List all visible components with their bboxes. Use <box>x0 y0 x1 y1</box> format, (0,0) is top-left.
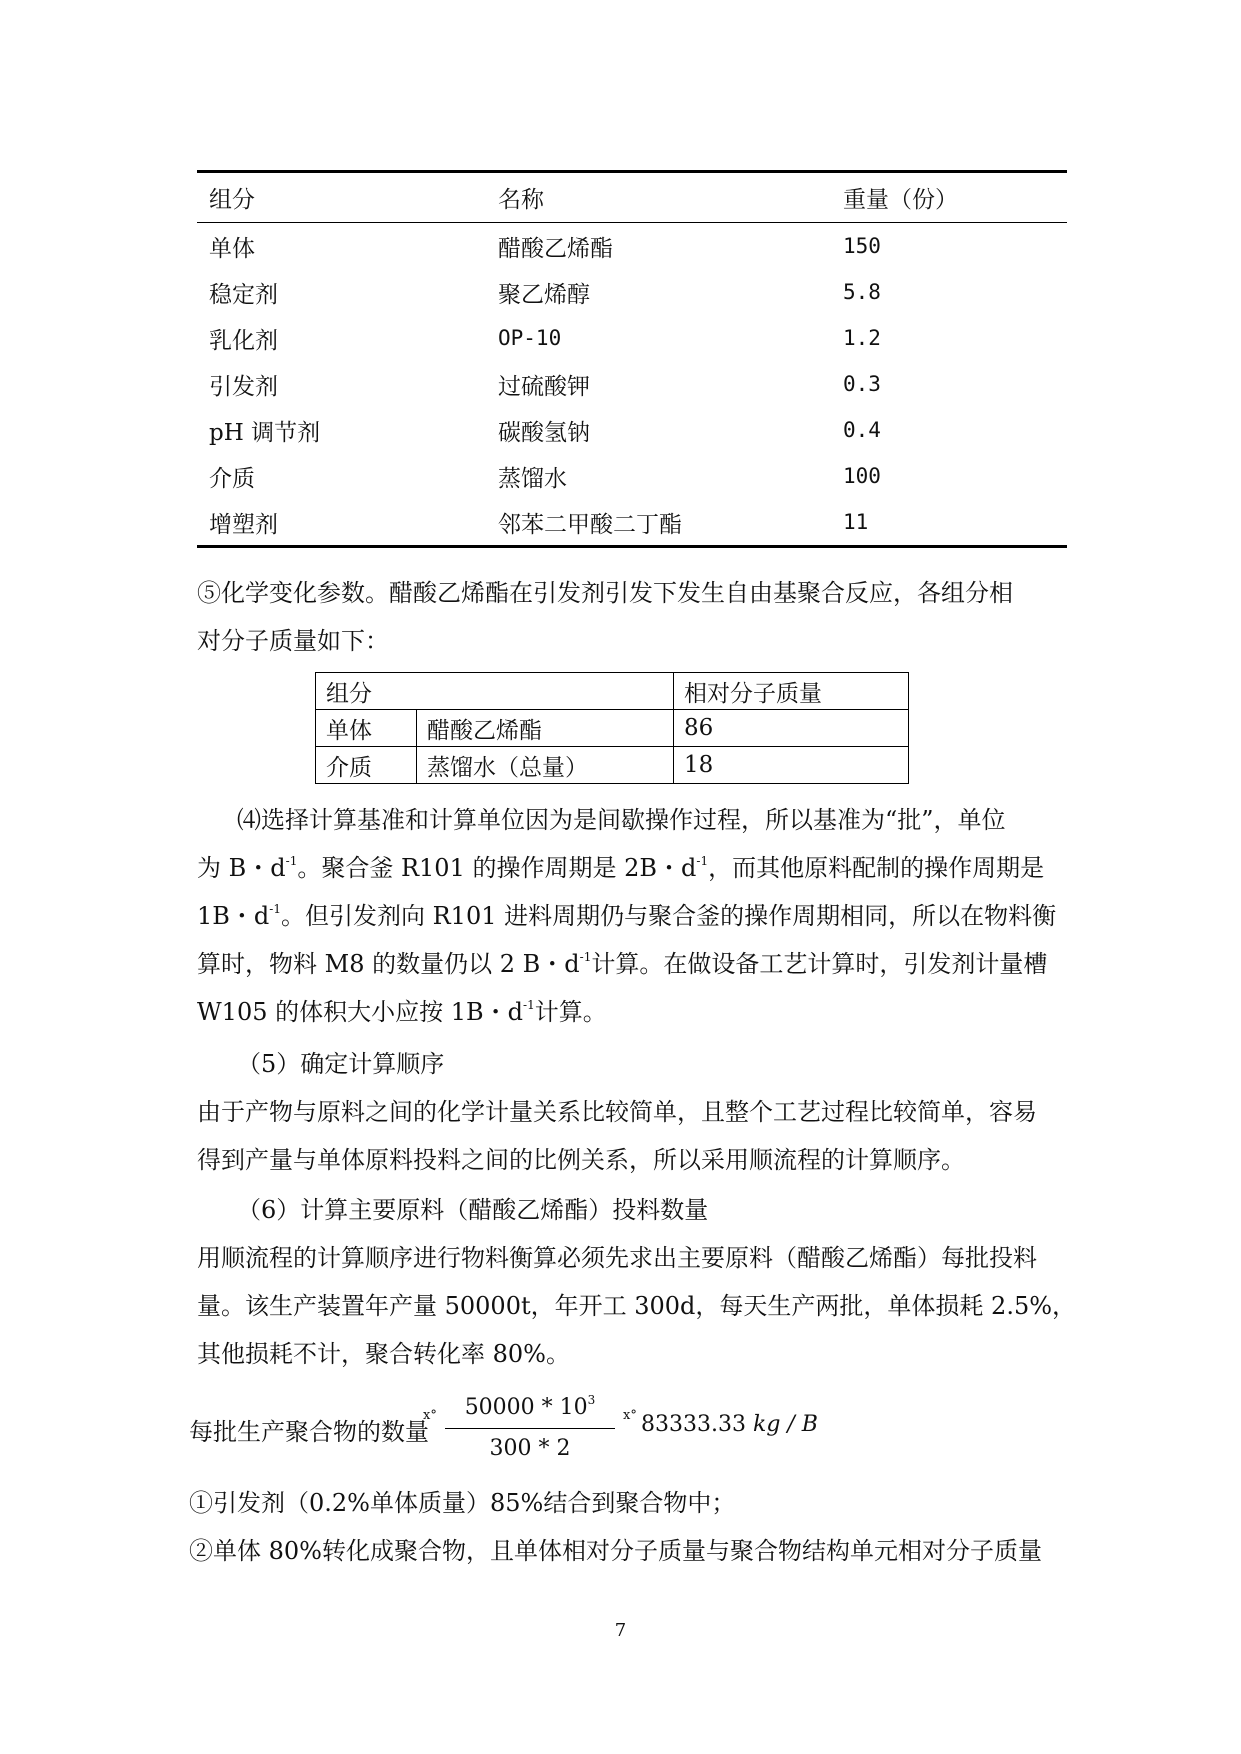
cell-component: pH 调节剂 <box>209 419 321 446</box>
text-run: 。但引发剂向 R101 进料周期仍与聚合釜的操作周期相同，所以在物料衡 <box>280 902 1057 930</box>
polymer-quantity-formula <box>189 1390 889 1470</box>
cell-mass: 86 <box>674 710 909 747</box>
note-item: ②单体 80%转化成聚合物，且单体相对分子质量与聚合物结构单元相对分子质量 <box>189 1537 1042 1565</box>
calculation-basis-section <box>197 796 1056 1036</box>
table-header-row <box>316 673 909 710</box>
cell-name: 聚乙烯醇 <box>498 281 590 308</box>
cell-name: 醋酸乙烯酯 <box>417 710 674 747</box>
superscript: -1 <box>285 854 298 868</box>
table-row <box>316 710 909 747</box>
cell-name: 碳酸氢钠 <box>498 419 590 446</box>
cell-weight: 0.3 <box>843 372 881 396</box>
paragraph-line <box>197 844 1056 892</box>
cell-name: 醋酸乙烯酯 <box>498 235 613 262</box>
denominator: 300 * 2 <box>489 1436 571 1461</box>
section-heading: （6）计算主要原料（醋酸乙烯酯）投料数量 <box>237 1196 709 1224</box>
numerator-text: 50000 * 10 <box>464 1395 588 1420</box>
fraction <box>445 1390 615 1467</box>
cell-component: 单体 <box>316 710 417 747</box>
cell-name: 过硫酸钾 <box>498 373 590 400</box>
chemical-parameters-paragraph <box>197 569 1013 665</box>
superscript: -1 <box>269 902 281 916</box>
calculation-order-section <box>197 1040 1037 1184</box>
molecular-mass-table <box>315 672 909 784</box>
superscript: -1 <box>523 998 535 1012</box>
raw-material-section <box>197 1186 1076 1378</box>
cell-mass: 18 <box>674 747 909 784</box>
table-header-row <box>197 172 1067 223</box>
text-run: ，而其他原料配制的操作周期是 <box>708 854 1045 882</box>
section-heading: （5）确定计算顺序 <box>237 1050 445 1078</box>
result-value: 83333.33 <box>641 1412 746 1437</box>
formula-result <box>641 1412 818 1437</box>
cell-name: 蒸馏水 <box>498 465 567 492</box>
table-row <box>197 453 1067 499</box>
text-run: 。聚合釜 R101 的操作周期是 2B・d <box>297 854 697 882</box>
cell-weight: 0.4 <box>843 418 881 442</box>
fraction-bar <box>445 1428 615 1429</box>
equals-glyph: x° <box>623 1408 637 1423</box>
text-run: 算时，物料 M8 的数量仍以 2 B・d <box>197 950 580 978</box>
text-run: 计算。在做设备工艺计算时，引发剂计量槽 <box>591 950 1048 978</box>
formula-label: 每批生产聚合物的数量 <box>189 1418 429 1446</box>
cell-name: 蒸馏水（总量） <box>417 747 674 784</box>
table-row <box>197 361 1067 407</box>
paragraph-line: 得到产量与单体原料投料之间的比例关系，所以采用顺流程的计算顺序。 <box>197 1146 965 1174</box>
assumption-notes <box>189 1479 1042 1575</box>
text-run: 计算。 <box>534 998 607 1026</box>
header-weight: 重量（份） <box>831 172 1067 223</box>
text-run: 1B・d <box>197 902 270 930</box>
header-name: 名称 <box>486 172 831 223</box>
cell-weight: 5.8 <box>843 280 881 304</box>
table-row <box>197 315 1067 361</box>
cell-weight: 150 <box>843 234 881 258</box>
note-item: ①引发剂（0.2%单体质量）85%结合到聚合物中； <box>189 1489 736 1517</box>
header-component: 组分 <box>316 673 674 710</box>
text-run: 为 B・d <box>197 854 286 882</box>
superscript: -1 <box>696 854 709 868</box>
cell-component: 引发剂 <box>209 373 278 400</box>
table-row <box>197 269 1067 315</box>
page-number: 7 <box>614 1620 627 1641</box>
header-mass: 相对分子质量 <box>674 673 909 710</box>
paragraph-line: 用顺流程的计算顺序进行物料衡算必须先求出主要原料（醋酸乙烯酯）每批投料 <box>197 1244 1037 1272</box>
table-row <box>316 747 909 784</box>
cell-component: 乳化剂 <box>209 327 278 354</box>
exponent: 3 <box>587 1392 596 1407</box>
paragraph-line: 量。该生产装置年产量 50000t，年开工 300d，每天生产两批，单体损耗 2.5%， <box>197 1292 1077 1320</box>
table-row <box>197 407 1067 453</box>
cell-weight: 1.2 <box>843 326 881 350</box>
paragraph-line <box>197 940 1056 988</box>
cell-component: 增塑剂 <box>209 511 278 538</box>
paragraph-line <box>197 988 1056 1036</box>
table-row <box>197 223 1067 270</box>
cell-name: OP-10 <box>498 326 562 350</box>
cell-component: 稳定剂 <box>209 281 278 308</box>
cell-name: 邻苯二甲酸二丁酯 <box>498 511 682 538</box>
paragraph-line <box>197 892 1056 940</box>
cell-component: 介质 <box>209 465 255 492</box>
result-unit: kg / B <box>752 1412 818 1437</box>
paragraph-line: 其他损耗不计，聚合转化率 80%。 <box>197 1340 570 1368</box>
paragraph-line: 对分子质量如下： <box>197 627 389 655</box>
formulation-table <box>197 170 1067 548</box>
cell-component: 介质 <box>316 747 417 784</box>
cell-component: 单体 <box>209 235 255 262</box>
equals-glyph: x° <box>423 1408 437 1423</box>
cell-weight: 100 <box>843 464 881 488</box>
paragraph-line: ⑷选择计算基准和计算单位因为是间歇操作过程，所以基准为“批”，单位 <box>237 806 1006 834</box>
superscript: -1 <box>579 950 592 964</box>
paragraph-line: 由于产物与原料之间的化学计量关系比较简单，且整个工艺过程比较简单，容易 <box>197 1098 1037 1126</box>
paragraph-line: ⑤化学变化参数。醋酸乙烯酯在引发剂引发下发生自由基聚合反应，各组分相 <box>197 579 1013 607</box>
header-component: 组分 <box>197 172 486 223</box>
cell-weight: 11 <box>843 510 869 534</box>
numerator <box>445 1390 615 1426</box>
table-row <box>197 499 1067 547</box>
text-run: W105 的体积大小应按 1B・d <box>197 998 524 1026</box>
